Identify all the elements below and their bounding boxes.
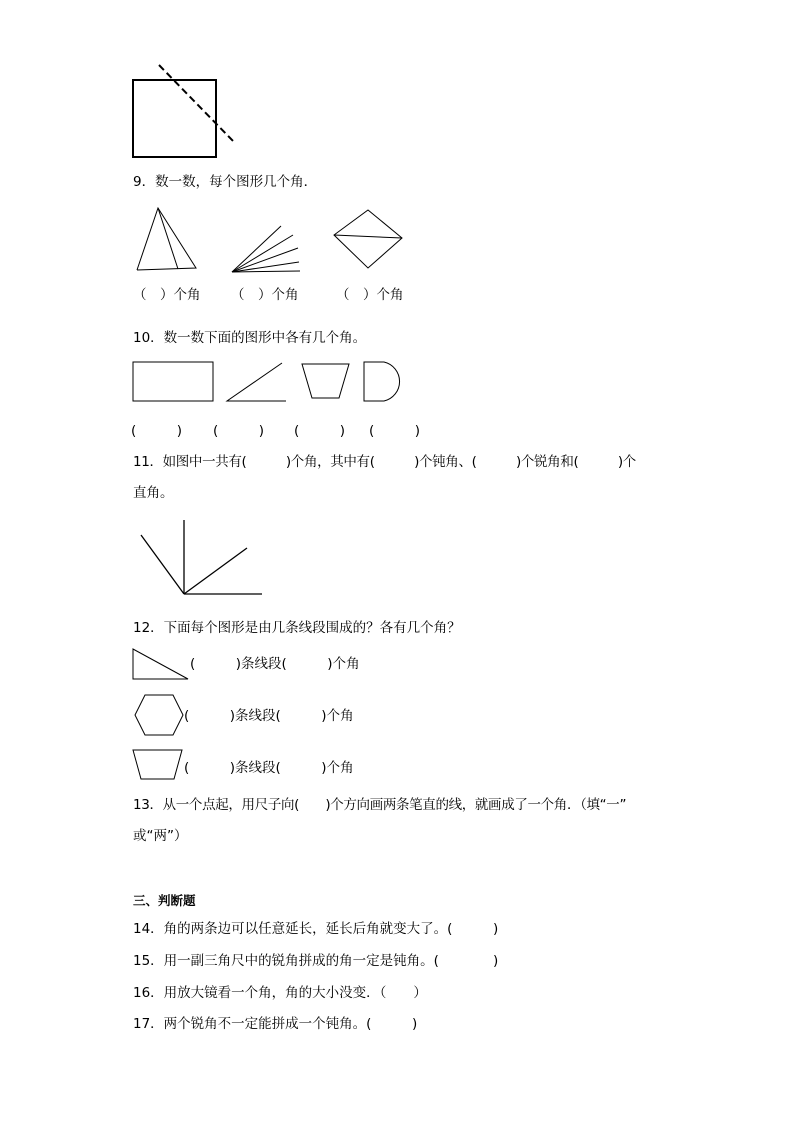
q9-answer-3: （ ）个角 (336, 287, 404, 303)
question-11-line-1: 11．如图中一共有( )个角，其中有( )个钝角、( )个锐角和( )个 (133, 454, 636, 470)
hexagon-shape (135, 695, 183, 735)
q9-answer-2: （ ）个角 (231, 287, 299, 303)
judge-item-15: 15．用一副三角尺中的锐角拼成的角一定是钝角。( ) (133, 953, 499, 969)
trapezoid-shape-q12 (133, 750, 182, 779)
trapezoid-shape (302, 364, 349, 398)
half-round-shape (364, 362, 400, 401)
rhombus-figure (334, 210, 402, 268)
question-9-title: 9．数一数，每个图形几个角． (133, 174, 318, 190)
pyramid-figure (137, 208, 196, 270)
q12-row-2: ( )条线段( )个角 (184, 708, 354, 724)
section-3-heading: 三、判断题 (133, 893, 196, 908)
q10-answer-1: ( ) (131, 423, 183, 439)
q12-shapes (133, 649, 188, 779)
question-13-line-2: 或“两”） (133, 828, 188, 844)
q9-answer-1: （ ）个角 (133, 287, 201, 303)
angle-shape (227, 363, 286, 401)
rectangle-shape (133, 362, 213, 401)
judge-item-16: 16．用放大镜看一个角，角的大小没变．（ ） (133, 985, 427, 1001)
right-triangle-shape (133, 649, 188, 679)
question-13-line-1: 13．从一个点起，用尺子向( )个方向画两条笔直的线，就画成了一个角．（填“一” (133, 797, 627, 813)
judge-item-14: 14．角的两条边可以任意延长，延长后角就变大了。( ) (133, 921, 499, 937)
q12-row-3: ( )条线段( )个角 (184, 760, 354, 776)
q10-answer-2: ( ) (213, 423, 265, 439)
q10-answer-4: ( ) (369, 423, 421, 439)
angles-figure (141, 520, 262, 594)
q10-answer-3: ( ) (294, 423, 346, 439)
q12-row-1: ( )条线段( )个角 (190, 656, 360, 672)
question-10-title: 10．数一数下面的图形中各有几个角。 (133, 330, 367, 346)
question-12-title: 12．下面每个图形是由几条线段围成的？各有几个角？ (133, 620, 461, 636)
question-11-line-2: 直角。 (133, 485, 174, 501)
judge-item-17: 17．两个锐角不一定能拼成一个钝角。( ) (133, 1016, 418, 1032)
fan-rays-figure (232, 226, 300, 272)
q10-shapes (133, 362, 400, 401)
square-with-dashed-line-figure (133, 65, 235, 157)
